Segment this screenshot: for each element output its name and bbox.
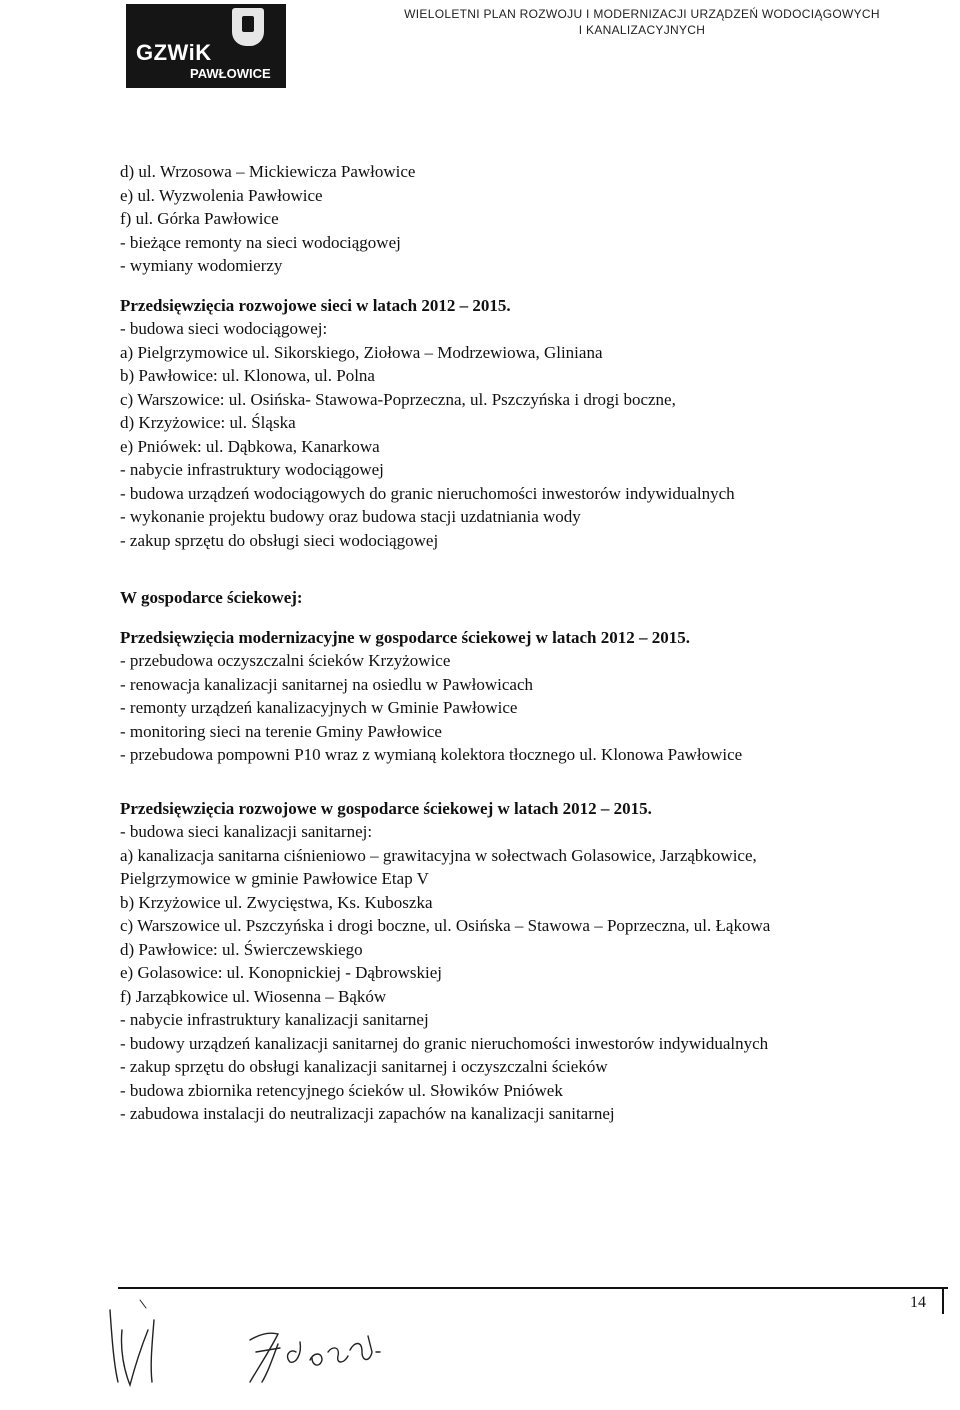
list-item: b) Krzyżowice ul. Zwycięstwa, Ks. Kuboszka bbox=[120, 892, 433, 912]
list-item: e) Golasowice: ul. Konopnickiej - Dąbrowskiej bbox=[120, 963, 442, 982]
list-item: c) Warszowice ul. Pszczyńska i drogi boczne, ul. Osińska – Stawowa – Poprzeczna, ul. Łąkowa bbox=[120, 916, 771, 935]
sewage-section-heading: W gospodarce ściekowej: bbox=[120, 588, 303, 607]
logo-brand-text: GZWiK bbox=[136, 40, 212, 65]
list-item: - nabycie infrastruktury wodociągowej bbox=[120, 460, 384, 479]
water-development-heading: Przedsięwzięcia rozwojowe sieci w latach 2012 – 2015. bbox=[120, 295, 511, 315]
list-item: Pielgrzymowice w gminie Pawłowice Etap V bbox=[120, 869, 429, 888]
list-item: f) Jarząbkowice ul. Wiosenna – Bąków bbox=[120, 986, 387, 1006]
list-item: - budowa urządzeń wodociągowych do granic nieruchomości inwestorów indywidualnych bbox=[120, 483, 735, 503]
list-item: - przebudowa pompowni P10 wraz z wymianą kolektora tłocznego ul. Klonowa Pawłowice bbox=[120, 745, 743, 764]
list-item: a) Pielgrzymowice ul. Sikorskiego, Ziołowa – Modrzewiowa, Gliniana bbox=[120, 342, 603, 362]
list-item: - przebudowa oczyszczalni ścieków Krzyżowice bbox=[120, 651, 451, 670]
handwritten-signature bbox=[100, 1290, 440, 1390]
water-development-list bbox=[120, 317, 900, 552]
company-logo bbox=[126, 4, 286, 88]
list-item: d) Pawłowice: ul. Świerczewskiego bbox=[120, 939, 363, 959]
intro-list bbox=[120, 160, 900, 278]
list-item: a) kanalizacja sanitarna ciśnieniowo – grawitacyjna w sołectwach Golasowice, Jarząbkowice, bbox=[120, 845, 757, 865]
list-item: - budowa sieci kanalizacji sanitarnej: bbox=[120, 822, 373, 841]
footer-divider bbox=[118, 1287, 948, 1289]
list-item: - budowa sieci wodociągowej: bbox=[120, 319, 328, 338]
intro-line: d) ul. Wrzosowa – Mickiewicza Pawłowice bbox=[120, 162, 416, 181]
header-title-line-2: I KANALIZACYJNYCH bbox=[578, 23, 706, 37]
list-item: - zakup sprzętu do obsługi sieci wodociągowej bbox=[120, 530, 439, 550]
coat-of-arms-icon bbox=[232, 8, 264, 46]
page-number: 14 bbox=[910, 1294, 926, 1311]
list-item: - remonty urządzeń kanalizacyjnych w Gminie Pawłowice bbox=[120, 698, 518, 717]
list-item: - zabudowa instalacji do neutralizacji zapachów na kanalizacji sanitarnej bbox=[120, 1104, 615, 1123]
list-item: c) Warszowice: ul. Osińska- Stawowa-Poprzeczna, ul. Pszczyńska i drogi boczne, bbox=[120, 389, 676, 409]
list-item: - renowacja kanalizacji sanitarnej na osiedlu w Pawłowicach bbox=[120, 674, 534, 694]
list-item: - zakup sprzętu do obsługi kanalizacji sanitarnej i oczyszczalni ścieków bbox=[120, 1057, 608, 1076]
list-item: - wykonanie projektu budowy oraz budowa stacji uzdatniania wody bbox=[120, 507, 581, 526]
logo-town-text: PAWŁOWICE bbox=[190, 66, 271, 81]
list-item: - nabycie infrastruktury kanalizacji sanitarnej bbox=[120, 1010, 429, 1029]
intro-line: f) ul. Górka Pawłowice bbox=[120, 209, 279, 228]
intro-line: - wymiany wodomierzy bbox=[120, 256, 283, 275]
document-body bbox=[120, 160, 900, 1126]
list-item: - budowa zbiornika retencyjnego ścieków ul. Słowików Pniówek bbox=[120, 1080, 563, 1100]
list-item: - budowy urządzeń kanalizacji sanitarnej do granic nieruchomości inwestorów indywidualnych bbox=[120, 1033, 769, 1053]
list-item: d) Krzyżowice: ul. Śląska bbox=[120, 413, 296, 432]
sewage-modernization-heading: Przedsięwzięcia modernizacyjne w gospodarce ściekowej w latach 2012 – 2015. bbox=[120, 627, 691, 647]
list-item: b) Pawłowice: ul. Klonowa, ul. Polna bbox=[120, 366, 375, 385]
sewage-development-list bbox=[120, 820, 900, 1126]
intro-line: e) ul. Wyzwolenia Pawłowice bbox=[120, 185, 323, 205]
intro-line: - bieżące remonty na sieci wodociągowej bbox=[120, 232, 401, 252]
document-header bbox=[372, 6, 912, 38]
header-title-line-1: WIELOLETNI PLAN ROZWOJU I MODERNIZACJI URZĄDZEŃ WODOCIĄGOWYCH bbox=[404, 7, 880, 21]
sewage-development-heading: Przedsięwzięcia rozwojowe w gospodarce ściekowej w latach 2012 – 2015. bbox=[120, 798, 652, 818]
sewage-modernization-list bbox=[120, 649, 900, 767]
list-item: e) Pniówek: ul. Dąbkowa, Kanarkowa bbox=[120, 436, 380, 456]
list-item: - monitoring sieci na terenie Gminy Pawłowice bbox=[120, 721, 442, 741]
